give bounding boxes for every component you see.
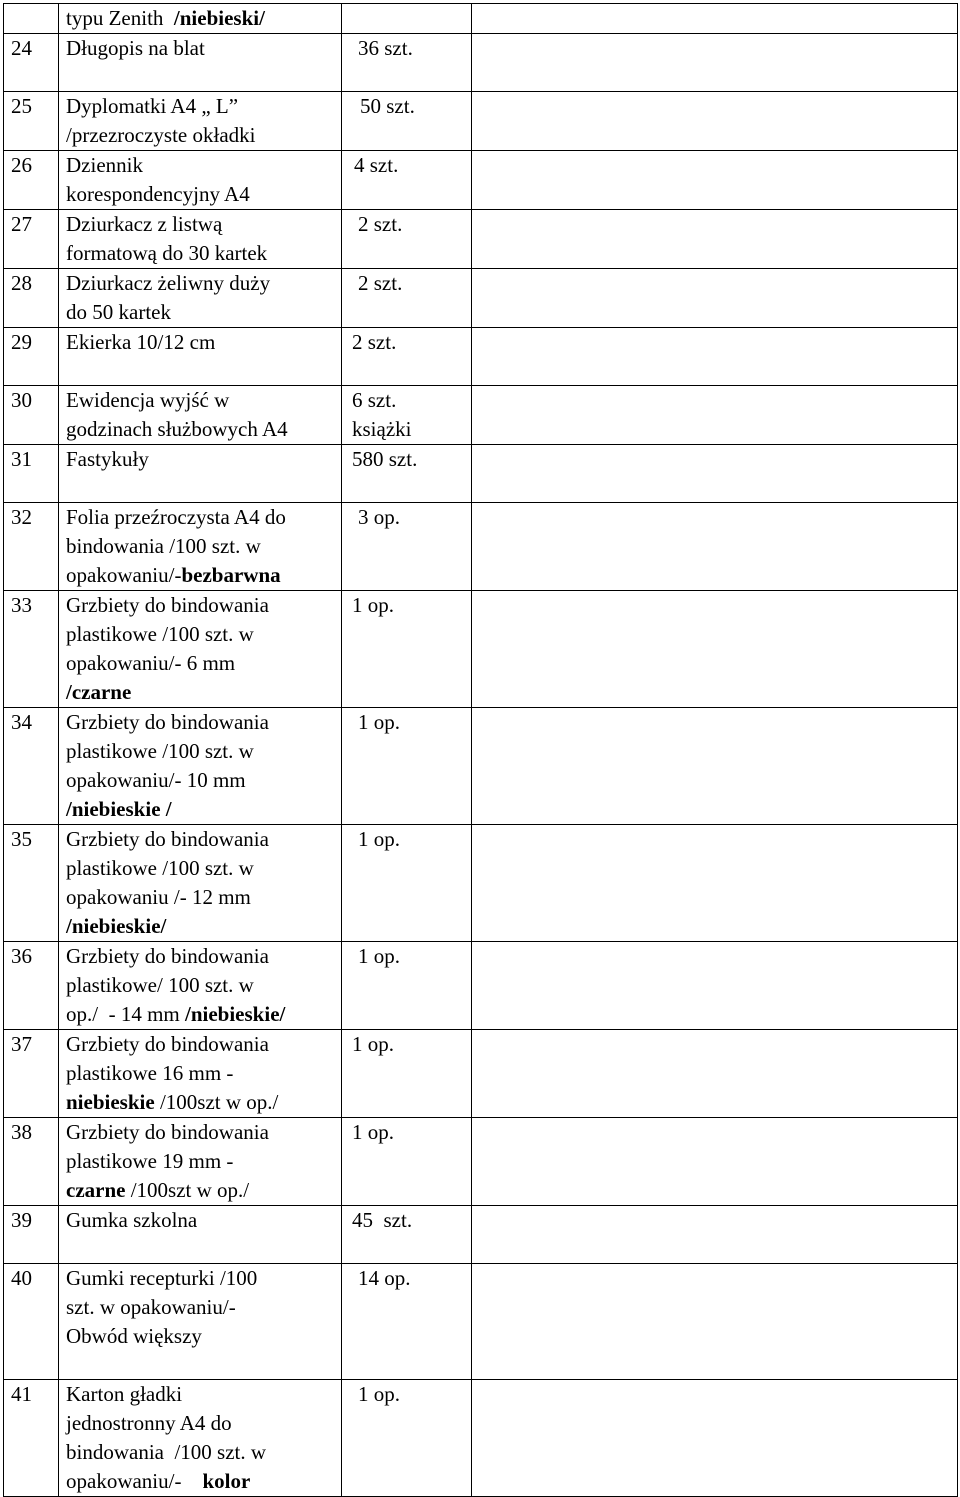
table-row xyxy=(4,4,958,34)
item-name-text: Fastykuły xyxy=(66,447,149,471)
item-quantity: 4 szt. xyxy=(342,151,472,210)
item-name-bold-text: /niebieskie/ xyxy=(185,1002,286,1026)
empty-cell xyxy=(472,34,958,92)
empty-cell xyxy=(472,269,958,328)
item-number: 30 xyxy=(4,386,59,445)
item-quantity: 1 op. xyxy=(342,591,472,708)
item-name xyxy=(59,591,342,708)
item-name xyxy=(59,210,342,269)
product-table-body xyxy=(4,4,958,1497)
item-name-text: Dyplomatki A4 „ L” xyxy=(66,94,239,118)
item-name-line xyxy=(66,942,335,971)
item-name-line xyxy=(66,269,335,298)
item-name-text: opakowaniu/- xyxy=(66,1469,203,1493)
empty-cell xyxy=(472,386,958,445)
item-name-bold-text: czarne xyxy=(66,1178,126,1202)
item-number: 25 xyxy=(4,92,59,151)
table-row xyxy=(4,34,958,92)
item-name xyxy=(59,328,342,386)
item-name-line xyxy=(66,1059,335,1088)
item-name xyxy=(59,151,342,210)
empty-cell xyxy=(472,1030,958,1118)
item-name-line xyxy=(66,445,335,474)
item-quantity: 14 op. xyxy=(342,1264,472,1380)
item-name-text: Karton gładki xyxy=(66,1382,183,1406)
item-name-text: opakowaniu/- 10 mm xyxy=(66,768,246,792)
item-name xyxy=(59,92,342,151)
item-name xyxy=(59,1264,342,1380)
item-name-text: plastikowe /100 szt. w xyxy=(66,856,254,880)
item-name-line xyxy=(66,503,335,532)
empty-cell xyxy=(472,328,958,386)
item-name-bold-text: niebieskie xyxy=(66,1090,155,1114)
empty-cell xyxy=(472,1264,958,1380)
empty-cell xyxy=(472,151,958,210)
item-name-line xyxy=(66,766,335,795)
item-name-text: opakowaniu /- 12 mm xyxy=(66,885,251,909)
item-name-line xyxy=(66,678,335,707)
item-name-line xyxy=(66,298,335,327)
item-name-text: Dziennik xyxy=(66,153,143,177)
item-name xyxy=(59,1206,342,1264)
item-name-text: plastikowe 19 mm - xyxy=(66,1149,234,1173)
empty-cell xyxy=(472,825,958,942)
item-name-line xyxy=(66,532,335,561)
item-name-text: Długopis na blat xyxy=(66,36,205,60)
item-name-text: Ewidencja wyjść w xyxy=(66,388,230,412)
item-name-bold-text: /niebieski/ xyxy=(173,6,265,30)
item-name-line xyxy=(66,1000,335,1029)
item-name xyxy=(59,942,342,1030)
item-number: 27 xyxy=(4,210,59,269)
item-name-line xyxy=(66,1322,335,1351)
item-name-line xyxy=(66,591,335,620)
item-name-line xyxy=(66,415,335,444)
empty-cell xyxy=(472,1118,958,1206)
item-number: 29 xyxy=(4,328,59,386)
item-name-text: /przezroczyste okładki xyxy=(66,123,256,147)
table-row xyxy=(4,1264,958,1380)
item-number: 33 xyxy=(4,591,59,708)
item-name-text: Gumki recepturki /100 xyxy=(66,1266,258,1290)
item-name-text: godzinach służbowych A4 xyxy=(66,417,288,441)
item-name-line xyxy=(66,92,335,121)
item-name-text: szt. w opakowaniu/- xyxy=(66,1295,236,1319)
table-row xyxy=(4,942,958,1030)
item-name xyxy=(59,1118,342,1206)
item-name-bold-text: kolor xyxy=(202,1469,251,1493)
item-name-line xyxy=(66,649,335,678)
item-quantity: 45 szt. xyxy=(342,1206,472,1264)
item-name-text: do 50 kartek xyxy=(66,300,171,324)
table-row xyxy=(4,708,958,825)
item-name-line xyxy=(66,239,335,268)
item-number: 41 xyxy=(4,1380,59,1497)
item-name-text: Grzbiety do bindowania xyxy=(66,1120,269,1144)
table-row xyxy=(4,151,958,210)
item-name-text: opakowaniu/- xyxy=(66,563,182,587)
item-name-line xyxy=(66,4,335,33)
item-number: 35 xyxy=(4,825,59,942)
item-name-text: bindowania /100 szt. w xyxy=(66,534,261,558)
item-name-text: Grzbiety do bindowania xyxy=(66,593,269,617)
item-name-line xyxy=(66,1030,335,1059)
item-name-line xyxy=(66,561,335,590)
item-quantity: 1 op. xyxy=(342,825,472,942)
item-name xyxy=(59,269,342,328)
table-row xyxy=(4,328,958,386)
item-name-line xyxy=(66,210,335,239)
item-name-text: Dziurkacz żeliwny duży xyxy=(66,271,271,295)
item-name-line xyxy=(66,825,335,854)
item-quantity xyxy=(342,4,472,34)
item-number: 39 xyxy=(4,1206,59,1264)
empty-cell xyxy=(472,210,958,269)
item-number: 26 xyxy=(4,151,59,210)
item-name-line xyxy=(66,1088,335,1117)
item-quantity: 6 szt. książki xyxy=(342,386,472,445)
item-number: 34 xyxy=(4,708,59,825)
item-number: 24 xyxy=(4,34,59,92)
item-name-line xyxy=(66,1206,335,1235)
item-name xyxy=(59,386,342,445)
item-name-text: opakowaniu/- 6 mm xyxy=(66,651,236,675)
item-name-line xyxy=(66,737,335,766)
table-row xyxy=(4,92,958,151)
item-name-text: korespondencyjny A4 xyxy=(66,182,250,206)
item-name-bold-text: /niebieskie/ xyxy=(66,914,167,938)
item-quantity: 36 szt. xyxy=(342,34,472,92)
item-name-text: Folia przeźroczysta A4 do xyxy=(66,505,286,529)
item-quantity: 1 op. xyxy=(342,1030,472,1118)
item-name xyxy=(59,1380,342,1497)
item-number: 32 xyxy=(4,503,59,591)
item-quantity: 50 szt. xyxy=(342,92,472,151)
item-name-line xyxy=(66,1380,335,1409)
item-name-line xyxy=(66,1438,335,1467)
item-name-text: Obwód większy xyxy=(66,1324,202,1348)
item-quantity: 1 op. xyxy=(342,1118,472,1206)
item-name-line xyxy=(66,971,335,1000)
item-name-line xyxy=(66,1293,335,1322)
table-row xyxy=(4,210,958,269)
empty-cell xyxy=(472,1206,958,1264)
item-quantity: 1 op. xyxy=(342,708,472,825)
item-name-line xyxy=(66,121,335,150)
table-row xyxy=(4,1206,958,1264)
item-name xyxy=(59,34,342,92)
item-quantity: 1 op. xyxy=(342,1380,472,1497)
item-number: 38 xyxy=(4,1118,59,1206)
table-row xyxy=(4,503,958,591)
empty-cell xyxy=(472,503,958,591)
item-name-text: Gumka szkolna xyxy=(66,1208,198,1232)
item-quantity: 1 op. xyxy=(342,942,472,1030)
item-name-text: Grzbiety do bindowania xyxy=(66,710,269,734)
item-name-text: Grzbiety do bindowania xyxy=(66,827,269,851)
item-name-text: Dziurkacz z listwą xyxy=(66,212,223,236)
empty-cell xyxy=(472,92,958,151)
table-row xyxy=(4,1380,958,1497)
item-number: 40 xyxy=(4,1264,59,1380)
table-row xyxy=(4,1030,958,1118)
item-name-text: Grzbiety do bindowania xyxy=(66,944,269,968)
empty-cell xyxy=(472,942,958,1030)
item-name-line xyxy=(66,795,335,824)
item-name-line xyxy=(66,1467,335,1496)
item-name-text: /100szt w op./ xyxy=(154,1090,279,1114)
item-name-text: jednostronny A4 do xyxy=(66,1411,232,1435)
item-name-text: formatową do 30 kartek xyxy=(66,241,268,265)
item-name-text: plastikowe/ 100 szt. w xyxy=(66,973,254,997)
item-name-line xyxy=(66,1409,335,1438)
item-name-line xyxy=(66,883,335,912)
item-name-text: Grzbiety do bindowania xyxy=(66,1032,269,1056)
item-name-text: op./ - 14 mm xyxy=(66,1002,185,1026)
item-quantity: 2 szt. xyxy=(342,269,472,328)
table-row xyxy=(4,445,958,503)
item-quantity: 2 szt. xyxy=(342,210,472,269)
item-quantity: 2 szt. xyxy=(342,328,472,386)
item-name xyxy=(59,503,342,591)
item-number: 36 xyxy=(4,942,59,1030)
item-name-text: plastikowe 16 mm - xyxy=(66,1061,234,1085)
item-name-bold-text: /niebieskie / xyxy=(66,797,172,821)
item-name xyxy=(59,4,342,34)
item-name-line xyxy=(66,34,335,63)
item-name-line xyxy=(66,912,335,941)
item-name-line xyxy=(66,1118,335,1147)
item-quantity: 580 szt. xyxy=(342,445,472,503)
table-row xyxy=(4,825,958,942)
item-name-line xyxy=(66,854,335,883)
item-number xyxy=(4,4,59,34)
empty-cell xyxy=(472,445,958,503)
empty-cell xyxy=(472,708,958,825)
table-row xyxy=(4,591,958,708)
item-name xyxy=(59,445,342,503)
item-name-line xyxy=(66,1147,335,1176)
item-number: 31 xyxy=(4,445,59,503)
item-name-line xyxy=(66,620,335,649)
empty-cell xyxy=(472,4,958,34)
empty-cell xyxy=(472,591,958,708)
table-row xyxy=(4,1118,958,1206)
product-table xyxy=(3,3,958,1497)
item-number: 37 xyxy=(4,1030,59,1118)
item-name-text: /100szt w op./ xyxy=(125,1178,250,1202)
item-name-text: bindowania /100 szt. w xyxy=(66,1440,267,1464)
item-name-text: Ekierka 10/12 cm xyxy=(66,330,216,354)
item-quantity: 3 op. xyxy=(342,503,472,591)
item-name-line xyxy=(66,180,335,209)
item-name-bold-text: bezbarwna xyxy=(181,563,281,587)
item-name xyxy=(59,1030,342,1118)
table-row xyxy=(4,269,958,328)
item-name-line xyxy=(66,1176,335,1205)
empty-cell xyxy=(472,1380,958,1497)
item-name-line xyxy=(66,151,335,180)
table-row xyxy=(4,386,958,445)
item-name-text: plastikowe /100 szt. w xyxy=(66,739,254,763)
item-name-line xyxy=(66,386,335,415)
item-number: 28 xyxy=(4,269,59,328)
item-name-line xyxy=(66,1264,335,1293)
item-name xyxy=(59,708,342,825)
item-name-bold-text: /czarne xyxy=(66,680,132,704)
item-name-line xyxy=(66,708,335,737)
item-name-line xyxy=(66,328,335,357)
item-name-text: typu Zenith xyxy=(66,6,174,30)
item-name xyxy=(59,825,342,942)
item-name-text: plastikowe /100 szt. w xyxy=(66,622,254,646)
